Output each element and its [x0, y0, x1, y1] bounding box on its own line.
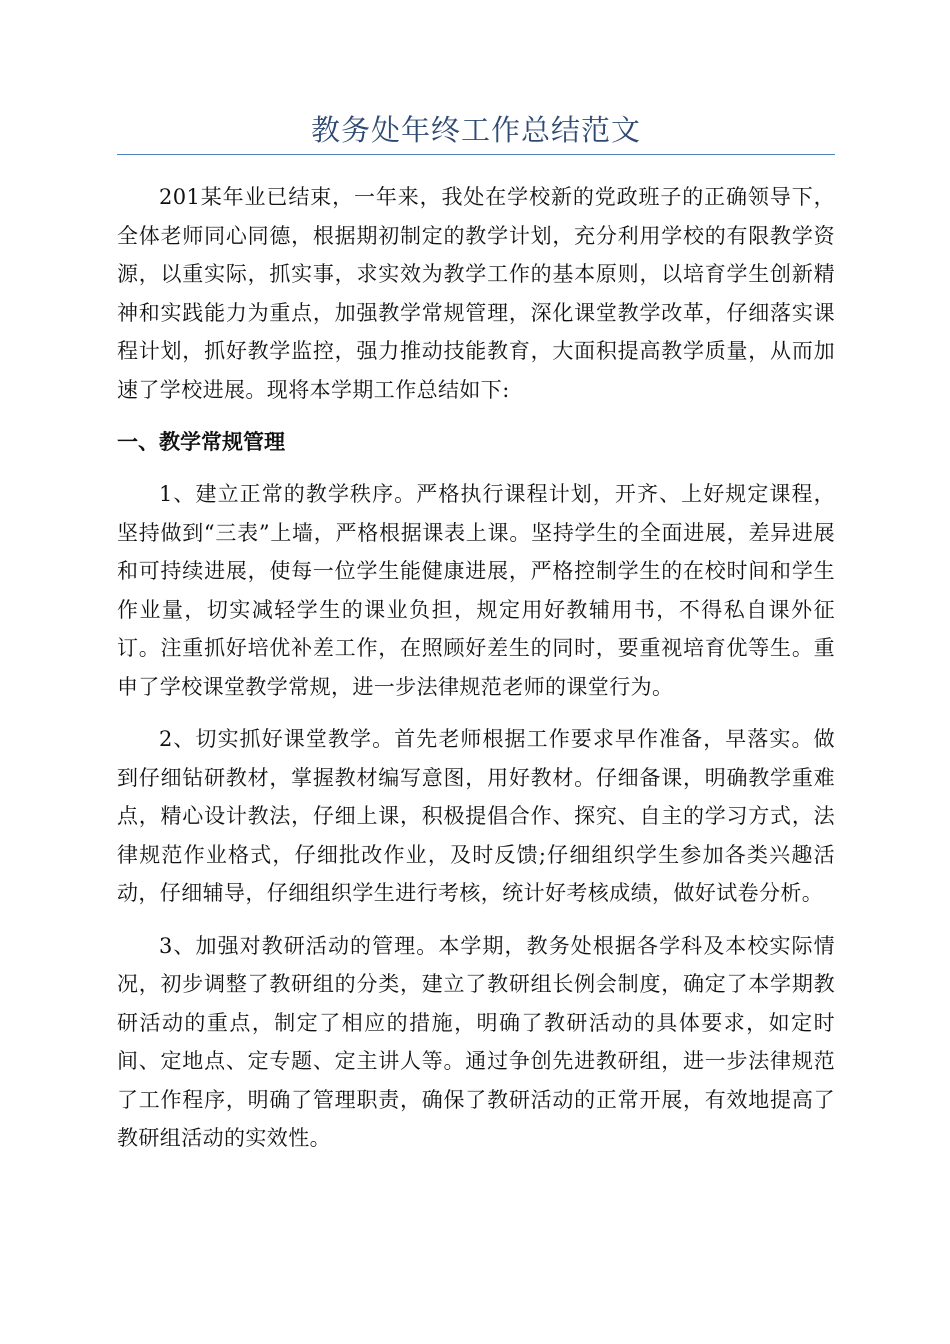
title-underline — [117, 154, 835, 155]
intro-paragraph: 201某年业已结束，一年来，我处在学校新的党政班子的正确领导下，全体老师同心同德，根据期初制定的教学计划，充分利用学校的有限教学资源，以重实际，抓实事，求实效为教学工作的基本原则，以培育学生创新精神和实践能力为重点，加强教学常规管理，深化课堂教学改革，仔细落实课程计划，抓好教学监控，强力推动技能教育，大面积提高教学质量，从而加速了学校进展。现将本学期工作总结如下: — [117, 185, 835, 402]
document-body — [117, 178, 835, 1172]
paragraph-1: 1、建立正常的教学秩序。严格执行课程计划，开齐、上好规定课程，坚持做到“三表”上墙，严格根据课表上课。坚持学生的全面进展，差异进展和可持续进展，使每一位学生能健康进展，严格控制学生的在校时间和学生作业量，切实减轻学生的课业负担，规定用好教辅用书，不得私自课外征订。注重抓好培优补差工作，在照顾好差生的同时，要重视培育优等生。重申了学校课堂教学常规，进一步法律规范老师的课堂行为。 — [117, 482, 835, 699]
paragraph-2: 2、切实抓好课堂教学。首先老师根据工作要求早作准备，早落实。做到仔细钻研教材，掌握教材编写意图，用好教材。仔细备课，明确教学重难点，精心设计教法，仔细上课，积极提倡合作、探究、自主的学习方式，法律规范作业格式，仔细批改作业，及时反馈;仔细组织学生参加各类兴趣活动，仔细辅导，仔细组织学生进行考核，统计好考核成绩，做好试卷分析。 — [117, 727, 835, 905]
document-title: 教务处年终工作总结范文 — [310, 113, 641, 147]
paragraph-3: 3、加强对教研活动的管理。本学期，教务处根据各学科及本校实际情况，初步调整了教研组的分类，建立了教研组长例会制度，确定了本学期教研活动的重点，制定了相应的措施，明确了教研活动的具体要求，如定时间、定地点、定专题、定主讲人等。通过争创先进教研组，进一步法律规范了工作程序，明确了管理职责，确保了教研活动的正常开展，有效地提高了教研组活动的实效性。 — [117, 933, 835, 1150]
section-heading: 一、教学常规管理 — [117, 430, 285, 454]
